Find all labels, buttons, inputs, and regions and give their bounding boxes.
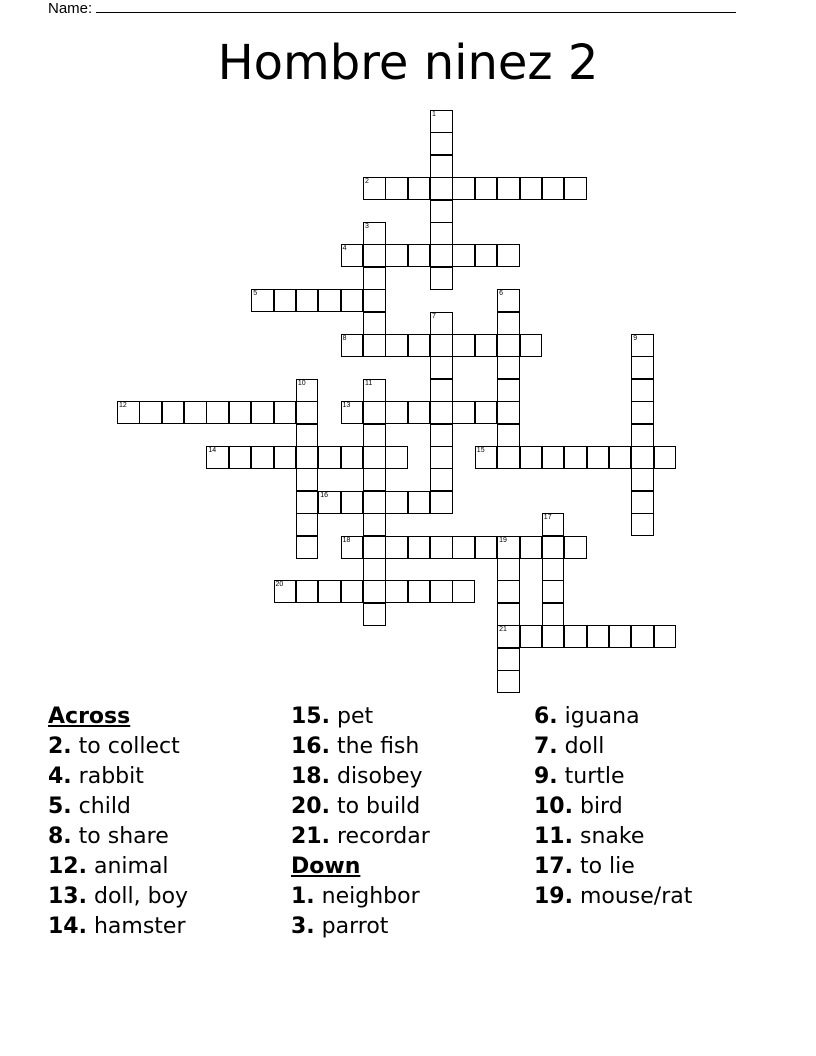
grid-cell[interactable]	[564, 446, 587, 469]
clue-item-text: iguana	[557, 704, 640, 729]
grid-cell[interactable]	[452, 580, 475, 603]
grid-cell[interactable]	[430, 446, 453, 469]
clue-item-text: hamster	[86, 914, 186, 939]
grid-cell[interactable]	[497, 558, 520, 581]
clue-item-text: neighbor	[314, 884, 420, 909]
grid-cell[interactable]	[430, 379, 453, 402]
clue-number: 5	[253, 290, 258, 298]
grid-cell[interactable]	[430, 110, 453, 133]
grid-cell[interactable]	[654, 625, 677, 648]
grid-cell[interactable]	[430, 468, 453, 491]
clue-item	[291, 822, 430, 852]
grid-cell[interactable]	[497, 177, 520, 200]
grid-cell[interactable]	[609, 625, 632, 648]
clue-item-number: 20.	[291, 794, 330, 819]
grid-cell[interactable]	[520, 334, 543, 357]
grid-cell[interactable]	[497, 379, 520, 402]
clue-item-text: doll	[557, 734, 605, 759]
clue-item	[534, 762, 692, 792]
grid-cell[interactable]	[385, 334, 408, 357]
clue-item	[534, 882, 692, 912]
grid-cell[interactable]	[497, 648, 520, 671]
grid-cell[interactable]	[475, 177, 498, 200]
clue-item	[534, 852, 692, 882]
clue-number: 18	[342, 536, 351, 544]
grid-cell[interactable]	[542, 558, 565, 581]
grid-cell[interactable]	[385, 491, 408, 514]
grid-cell[interactable]	[497, 625, 520, 648]
grid-cell[interactable]	[385, 580, 408, 603]
grid-cell[interactable]	[520, 177, 543, 200]
grid-cell[interactable]	[363, 379, 386, 402]
clue-item	[291, 702, 430, 732]
grid-cell[interactable]	[497, 424, 520, 447]
clue-item-number: 10.	[534, 794, 573, 819]
grid-cell[interactable]	[564, 625, 587, 648]
grid-cell[interactable]	[363, 468, 386, 491]
clue-item-number: 6.	[534, 704, 558, 729]
grid-cell[interactable]	[430, 132, 453, 155]
grid-cell[interactable]	[408, 244, 431, 267]
grid-cell[interactable]	[341, 446, 364, 469]
grid-cell[interactable]	[542, 177, 565, 200]
clue-number: 19	[499, 536, 507, 544]
grid-cell[interactable]	[430, 312, 453, 335]
grid-cell[interactable]	[520, 536, 543, 559]
grid-cell[interactable]	[430, 401, 453, 424]
clue-item	[48, 882, 188, 912]
clue-item-text: pet	[329, 704, 374, 729]
grid-cell[interactable]	[296, 536, 319, 559]
grid-cell[interactable]	[251, 401, 274, 424]
grid-cell[interactable]	[542, 580, 565, 603]
grid-cell[interactable]	[631, 424, 654, 447]
grid-cell[interactable]	[497, 244, 520, 267]
clue-number: 14	[208, 447, 217, 454]
grid-cell[interactable]	[296, 468, 319, 491]
clue-item-text: to share	[71, 824, 169, 849]
grid-cell[interactable]	[631, 379, 654, 402]
page-title: Hombre ninez 2	[217, 35, 599, 91]
grid-cell[interactable]	[206, 446, 229, 469]
grid-cell[interactable]	[542, 603, 565, 626]
grid-cell[interactable]	[408, 580, 431, 603]
grid-cell[interactable]	[452, 177, 475, 200]
grid-cell[interactable]	[162, 401, 185, 424]
grid-cell[interactable]	[341, 334, 364, 357]
grid-cell[interactable]	[318, 446, 341, 469]
clue-item-number: 3.	[291, 914, 315, 939]
grid-cell[interactable]	[229, 446, 252, 469]
grid-cell[interactable]	[363, 580, 386, 603]
clue-item-number: 1.	[291, 884, 315, 909]
clue-item-text: snake	[572, 824, 645, 849]
clue-item	[291, 882, 430, 912]
clue-item	[48, 792, 188, 822]
clue-item-number: 19.	[534, 884, 573, 909]
grid-cell[interactable]	[363, 222, 386, 245]
grid-cell[interactable]	[363, 401, 386, 424]
grid-cell[interactable]	[587, 446, 610, 469]
clue-item	[534, 732, 692, 762]
clue-column-3	[534, 702, 692, 912]
clue-item-number: 21.	[291, 824, 330, 849]
grid-cell[interactable]	[251, 289, 274, 312]
grid-cell[interactable]	[430, 267, 453, 290]
grid-cell[interactable]	[229, 401, 252, 424]
grid-cell[interactable]	[430, 222, 453, 245]
grid-cell[interactable]	[139, 401, 162, 424]
grid-cell[interactable]	[363, 558, 386, 581]
grid-cell[interactable]	[654, 446, 677, 469]
clue-item-number: 12.	[48, 854, 87, 879]
clue-item-text: child	[71, 794, 131, 819]
clue-item-number: 8.	[48, 824, 72, 849]
grid-cell[interactable]	[341, 536, 364, 559]
grid-cell[interactable]	[117, 401, 140, 424]
grid-cell[interactable]	[497, 401, 520, 424]
across-header: Across	[48, 704, 131, 729]
clue-number: 2	[365, 178, 369, 186]
clue-item-text: to build	[329, 794, 421, 819]
clue-item	[291, 792, 430, 822]
clue-number: 10	[297, 379, 306, 387]
clue-item	[48, 912, 188, 942]
grid-cell[interactable]	[587, 625, 610, 648]
grid-cell[interactable]	[542, 625, 565, 648]
clue-item-number: 13.	[48, 884, 87, 909]
clue-number: 4	[342, 245, 347, 253]
clue-column-2	[291, 702, 430, 942]
clue-item-text: animal	[86, 854, 169, 879]
grid-cell[interactable]	[497, 580, 520, 603]
clue-item-text: bird	[572, 794, 623, 819]
grid-cell[interactable]	[296, 379, 319, 402]
grid-cell[interactable]	[631, 468, 654, 491]
clue-number: 13	[342, 402, 351, 410]
grid-cell[interactable]	[497, 356, 520, 379]
clue-item-number: 14.	[48, 914, 87, 939]
grid-cell[interactable]	[497, 603, 520, 626]
grid-cell[interactable]	[318, 580, 341, 603]
grid-cell[interactable]	[430, 536, 453, 559]
grid-cell[interactable]	[363, 334, 386, 357]
grid-cell[interactable]	[430, 580, 453, 603]
clue-item	[48, 732, 188, 762]
clue-item	[534, 792, 692, 822]
clue-number: 8	[342, 335, 347, 342]
clue-item	[48, 822, 188, 852]
grid-cell[interactable]	[430, 155, 453, 178]
clue-item-text: parrot	[314, 914, 389, 939]
clue-number: 3	[365, 223, 369, 230]
grid-cell[interactable]	[408, 536, 431, 559]
grid-cell[interactable]	[430, 177, 453, 200]
clue-number: 9	[633, 335, 638, 342]
grid-cell[interactable]	[475, 536, 498, 559]
clue-item	[48, 852, 188, 882]
clue-item-number: 4.	[48, 764, 72, 789]
grid-cell[interactable]	[341, 580, 364, 603]
grid-cell[interactable]	[408, 334, 431, 357]
clue-item	[534, 822, 692, 852]
grid-cell[interactable]	[631, 625, 654, 648]
grid-cell[interactable]	[475, 401, 498, 424]
grid-cell[interactable]	[497, 289, 520, 312]
clue-item-text: rabbit	[71, 764, 144, 789]
down-header: Down	[291, 854, 361, 879]
grid-cell[interactable]	[430, 334, 453, 357]
clue-number: 20	[275, 581, 284, 589]
grid-cell[interactable]	[408, 491, 431, 514]
grid-cell[interactable]	[363, 446, 386, 469]
grid-cell[interactable]	[542, 513, 565, 536]
clue-item	[291, 732, 430, 762]
grid-cell[interactable]	[363, 424, 386, 447]
clue-item	[534, 702, 692, 732]
grid-cell[interactable]	[318, 491, 341, 514]
grid-cell[interactable]	[452, 536, 475, 559]
clue-number: 15	[476, 447, 485, 454]
clue-item-text: the fish	[329, 734, 420, 759]
grid-cell[interactable]	[631, 356, 654, 379]
grid-cell[interactable]	[475, 244, 498, 267]
grid-cell[interactable]	[296, 513, 319, 536]
grid-cell[interactable]	[363, 491, 386, 514]
grid-cell[interactable]	[296, 289, 319, 312]
grid-cell[interactable]	[184, 401, 207, 424]
grid-cell[interactable]	[274, 401, 297, 424]
grid-cell[interactable]	[430, 491, 453, 514]
grid-cell[interactable]	[363, 603, 386, 626]
grid-cell[interactable]	[497, 312, 520, 335]
clue-number: 1	[432, 111, 436, 118]
grid-cell[interactable]	[452, 244, 475, 267]
grid-cell[interactable]	[251, 446, 274, 469]
clue-item	[48, 762, 188, 792]
grid-cell[interactable]	[206, 401, 229, 424]
clue-item	[291, 762, 430, 792]
grid-cell[interactable]	[385, 244, 408, 267]
clue-item	[291, 912, 430, 942]
grid-cell[interactable]	[363, 289, 386, 312]
clue-column-1	[48, 702, 188, 942]
grid-cell[interactable]	[274, 580, 297, 603]
clue-item-number: 11.	[534, 824, 573, 849]
clue-item-text: doll, boy	[86, 884, 189, 909]
grid-cell[interactable]	[631, 401, 654, 424]
clue-item-number: 5.	[48, 794, 72, 819]
grid-cell[interactable]	[520, 625, 543, 648]
grid-cell[interactable]	[520, 446, 543, 469]
clue-number: 11	[365, 379, 373, 387]
grid-cell[interactable]	[341, 289, 364, 312]
grid-cell[interactable]	[631, 334, 654, 357]
grid-cell[interactable]	[542, 446, 565, 469]
name-label: Name:	[48, 0, 93, 17]
grid-cell[interactable]	[497, 446, 520, 469]
clue-item-number: 16.	[291, 734, 330, 759]
grid-cell[interactable]	[363, 244, 386, 267]
grid-cell[interactable]	[475, 446, 498, 469]
clue-item-text: mouse/rat	[572, 884, 693, 909]
grid-cell[interactable]	[296, 424, 319, 447]
grid-cell[interactable]	[385, 401, 408, 424]
clue-number: 6	[499, 290, 503, 298]
clue-number: 7	[432, 312, 436, 320]
grid-cell[interactable]	[430, 424, 453, 447]
grid-cell[interactable]	[363, 513, 386, 536]
grid-cell[interactable]	[363, 267, 386, 290]
clue-item-number: 9.	[534, 764, 558, 789]
clue-item-number: 18.	[291, 764, 330, 789]
grid-cell[interactable]	[631, 491, 654, 514]
grid-cell[interactable]	[296, 491, 319, 514]
grid-cell[interactable]	[497, 334, 520, 357]
grid-cell[interactable]	[341, 491, 364, 514]
grid-cell[interactable]	[363, 536, 386, 559]
grid-cell[interactable]	[341, 401, 364, 424]
grid-cell[interactable]	[609, 446, 632, 469]
grid-cell[interactable]	[542, 536, 565, 559]
grid-cell[interactable]	[408, 177, 431, 200]
grid-cell[interactable]	[318, 289, 341, 312]
grid-cell[interactable]	[385, 536, 408, 559]
clue-number: 12	[119, 402, 127, 410]
grid-cell[interactable]	[296, 580, 319, 603]
clue-item-number: 17.	[534, 854, 573, 879]
grid-cell[interactable]	[497, 670, 520, 693]
grid-cell[interactable]	[631, 446, 654, 469]
clue-item-text: disobey	[329, 764, 423, 789]
clue-number: 16	[320, 491, 328, 499]
grid-cell[interactable]	[385, 446, 408, 469]
grid-cell[interactable]	[296, 401, 319, 424]
grid-cell[interactable]	[475, 334, 498, 357]
grid-cell[interactable]	[408, 401, 431, 424]
grid-cell[interactable]	[430, 356, 453, 379]
grid-cell[interactable]	[452, 334, 475, 357]
grid-cell[interactable]	[296, 446, 319, 469]
clue-number: 17	[543, 514, 552, 522]
grid-cell[interactable]	[564, 536, 587, 559]
grid-cell[interactable]	[430, 244, 453, 267]
grid-cell[interactable]	[452, 401, 475, 424]
grid-cell[interactable]	[385, 177, 408, 200]
clue-item-text: recordar	[329, 824, 430, 849]
grid-cell[interactable]	[631, 513, 654, 536]
grid-cell[interactable]	[274, 289, 297, 312]
clue-item-number: 15.	[291, 704, 330, 729]
clue-item-text: turtle	[557, 764, 625, 789]
clue-item-number: 7.	[534, 734, 558, 759]
grid-cell[interactable]	[341, 244, 364, 267]
clue-number: 21	[499, 626, 507, 634]
grid-cell[interactable]	[497, 536, 520, 559]
grid-cell[interactable]	[430, 200, 453, 223]
grid-cell[interactable]	[564, 177, 587, 200]
grid-cell[interactable]	[274, 446, 297, 469]
grid-cell[interactable]	[363, 177, 386, 200]
clue-item-text: to lie	[572, 854, 635, 879]
clue-item-text: to collect	[71, 734, 180, 759]
clue-item-number: 2.	[48, 734, 72, 759]
grid-cell[interactable]	[363, 312, 386, 335]
